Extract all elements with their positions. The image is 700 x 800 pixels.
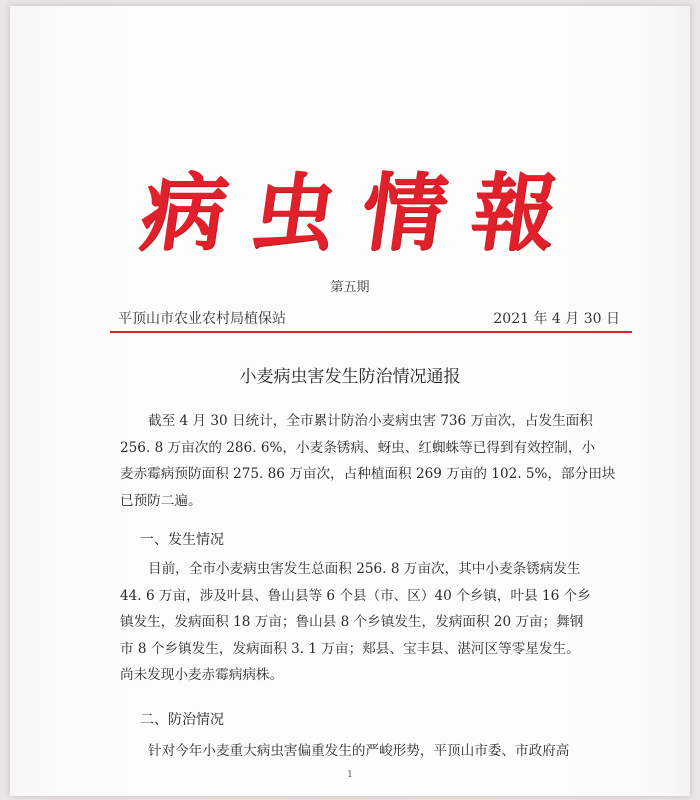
paragraph-summary [120,408,650,514]
masthead-title: 病虫情報 [135,163,590,262]
issuing-organization: 平顶山市农业农村局植保站 [118,311,286,327]
paragraph-line: 市 8 个乡镇发生，发病面积 3. 1 万亩；郏县、宝丰县、湛河区等零星发生。 [120,640,580,657]
page-number: 1 [347,770,353,780]
paragraph-line: 针对今年小麦重大病虫害偏重发生的严峻形势，平顶山市委、市政府高 [148,743,570,759]
paragraph-control [120,738,650,765]
paragraph-line: 256. 8 万亩次的 286. 6%，小麦条锈病、蚜虫、红蜘蛛等已得到有效控制，小 [120,439,596,456]
issue-date: 2021 年 4 月 30 日 [493,311,620,327]
header-divider [110,331,632,333]
paragraph-line: 麦赤霉病预防面积 275. 86 万亩次，占种植面积 269 万亩的 102. 5%，部分田块 [120,466,616,482]
issue-number: 第五期 [330,280,370,295]
paragraph-line: 44. 6 万亩，涉及叶县、鲁山县等 6 个县（市、区）40 个乡镇，叶县 16 个乡 [120,587,591,604]
document-title: 小麦病虫害发生防治情况通报 [239,367,461,387]
paragraph-line: 尚未发现小麦赤霉病病株。 [120,667,284,683]
paragraph-line: 已预防二遍。 [120,492,202,509]
paragraph-line: 目前，全市小麦病虫害发生总面积 256. 8 万亩次，其中小麦条锈病发生 [148,561,581,577]
paragraph-line: 截至 4 月 30 日统计，全市累计防治小麦病虫害 736 万亩次，占发生面积 [148,413,593,429]
section-heading-occurrence: 一、发生情况 [140,532,224,548]
document-page [10,6,690,796]
paragraph-line: 镇发生，发病面积 18 万亩；鲁山县 8 个乡镇发生，发病面积 20 万亩；舞钢 [120,614,584,630]
paragraph-occurrence [120,556,650,689]
section-heading-control: 二、防治情况 [140,712,224,728]
